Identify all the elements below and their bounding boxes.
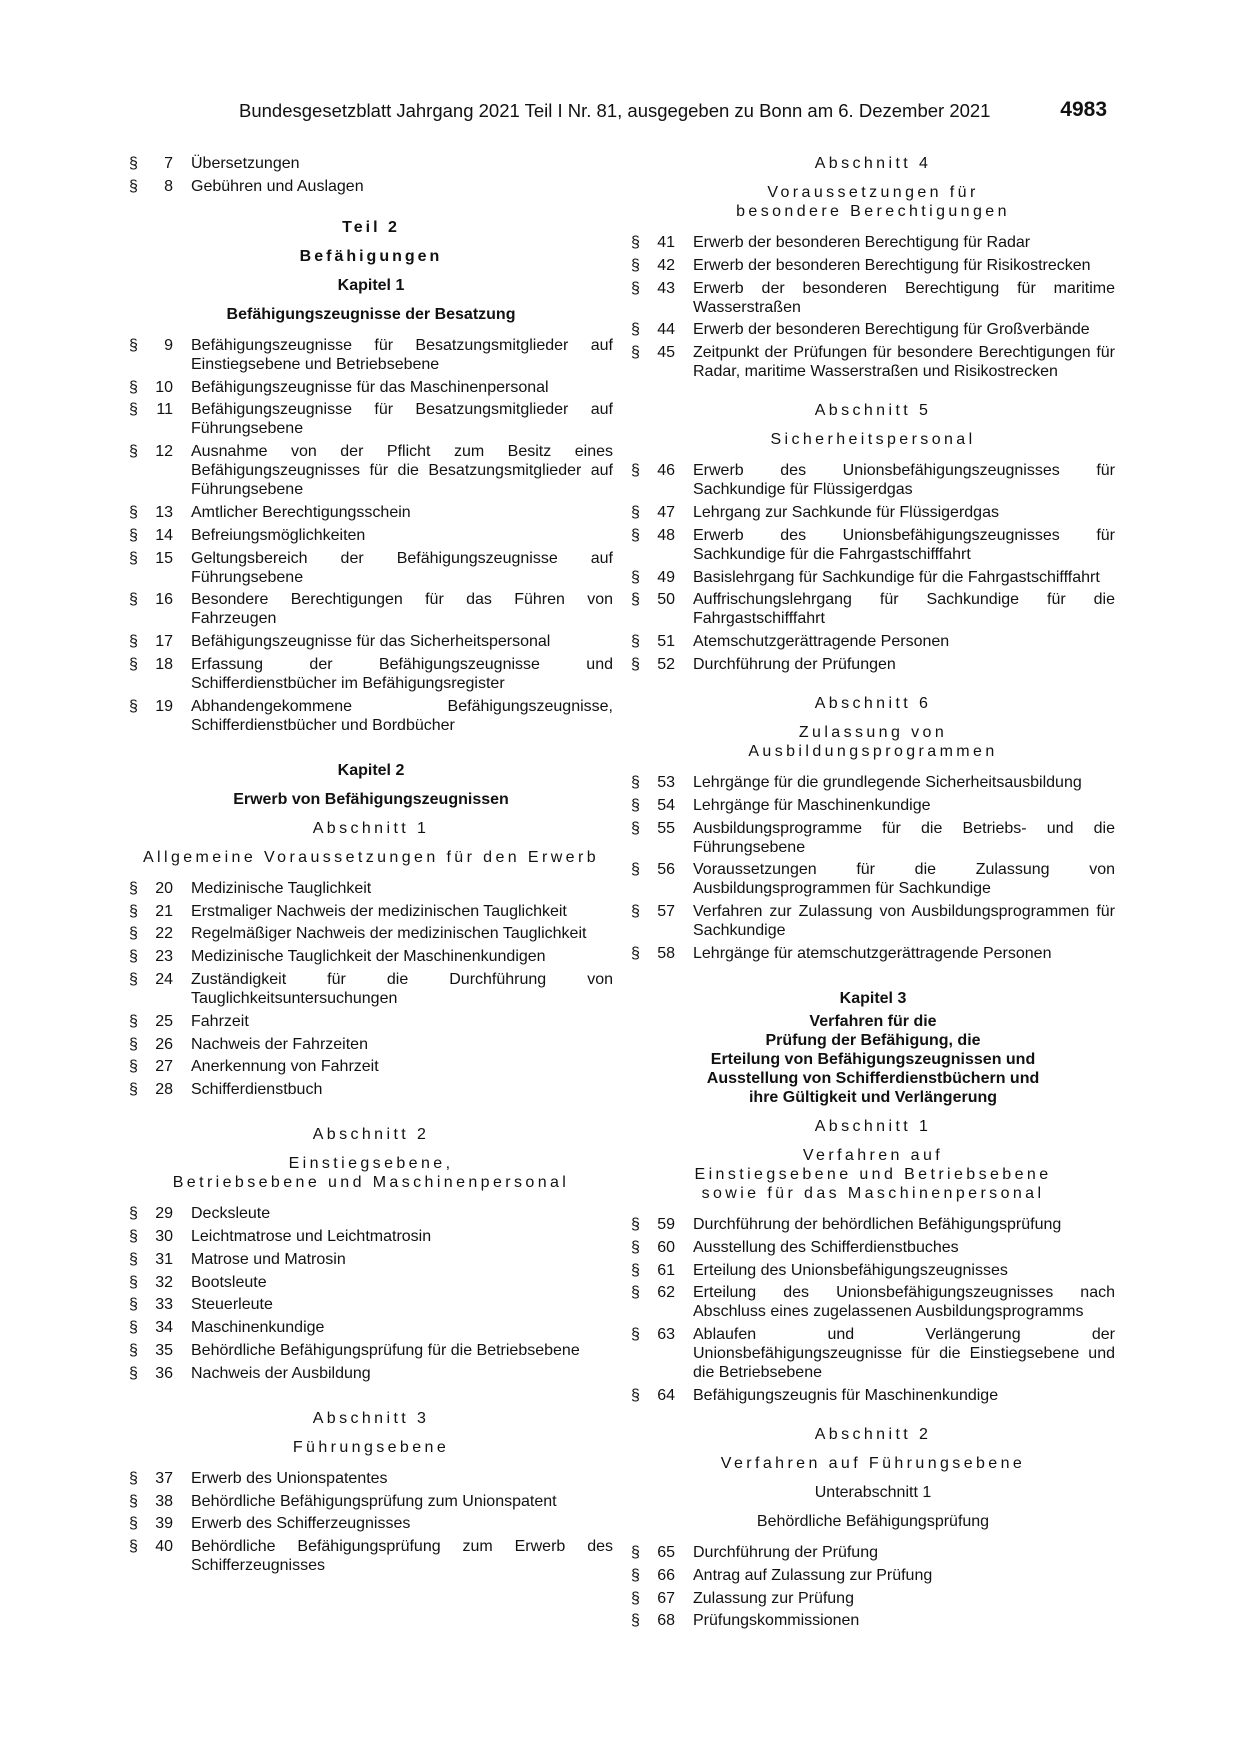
toc-entry	[129, 590, 613, 628]
toc-entry	[631, 1611, 1115, 1630]
section-sign: §	[129, 697, 138, 715]
section-number: 34	[155, 1319, 173, 1337]
section-sign: §	[631, 944, 640, 962]
section-heading: Befähigungszeugnisse der Besatzung	[226, 305, 516, 323]
section-sign: §	[631, 903, 640, 921]
section-number: 33	[155, 1296, 173, 1314]
section-number: 52	[657, 655, 675, 673]
section-heading: Abschnitt 5	[814, 402, 932, 420]
section-title: Befähigungszeugnisse für das Sicherheitspersonal	[191, 633, 551, 651]
section-title: Lehrgänge für atemschutzgerättragende Personen	[693, 944, 1052, 962]
toc-entry	[129, 1057, 613, 1076]
toc-entry	[129, 1341, 613, 1360]
section-number: 61	[657, 1261, 675, 1279]
gazette-title: Bundesgesetzblatt Jahrgang 2021 Teil I Nr. 81, ausgegeben zu Bonn am 6. Dezember 2021	[239, 100, 991, 121]
section-title: Nachweis der Fahrzeiten	[191, 1035, 368, 1053]
section-title: Durchführung der Prüfungen	[693, 655, 896, 673]
section-sign: §	[631, 1589, 640, 1607]
section-title: Ablaufen und Verlängerung der Unionsbefähigungszeugnisse für die Einstiegsebene und die Betriebsebene	[693, 1326, 1115, 1382]
section-number: 55	[657, 819, 675, 837]
section-number: 10	[155, 378, 173, 396]
section-number: 20	[155, 879, 173, 897]
section-title: Befähigungszeugnisse für Besatzungsmitglieder auf Führungsebene	[191, 401, 613, 438]
section-sign: §	[129, 1319, 138, 1337]
section-sign: §	[631, 568, 640, 586]
section-number: 41	[657, 234, 675, 251]
section-title: Erteilung des Unionsbefähigungszeugnisses nach Abschluss eines zugelassenen Ausbildungsprogramms	[693, 1284, 1115, 1321]
section-number: 64	[657, 1386, 675, 1404]
section-title: Behördliche Befähigungsprüfung für die Betriebsebene	[191, 1341, 580, 1359]
section-sign: §	[631, 1566, 640, 1584]
section-title: Medizinische Tauglichkeit	[191, 879, 372, 897]
section-title: Prüfungskommissionen	[693, 1612, 860, 1630]
section-title: Besondere Berechtigungen für das Führen von Fahrzeugen	[191, 591, 613, 628]
section-title: Erstmaliger Nachweis der medizinischen Tauglichkeit	[191, 902, 567, 920]
section-sign: §	[631, 1326, 640, 1344]
section-number: 36	[155, 1364, 173, 1382]
section-heading: Einstiegsebene,	[288, 1155, 454, 1173]
toc-entry	[129, 947, 613, 966]
toc-entry	[631, 1589, 1115, 1608]
toc-entry	[631, 632, 1115, 651]
section-heading: Verfahren für die	[809, 1012, 937, 1030]
toc-entry	[631, 461, 1115, 499]
toc-entry	[129, 1492, 613, 1511]
section-title: Erwerb des Unionsbefähigungszeugnisses für Sachkundige für die Fahrgastschifffahrt	[693, 526, 1115, 563]
section-sign: §	[129, 1081, 138, 1099]
section-number: 50	[657, 591, 675, 609]
toc-entry	[631, 343, 1115, 381]
section-sign: §	[631, 1612, 640, 1630]
section-sign: §	[129, 1273, 138, 1291]
section-heading: Kapitel 2	[337, 761, 405, 779]
section-number: 16	[155, 591, 173, 609]
section-title: Medizinische Tauglichkeit der Maschinenkundigen	[191, 948, 546, 966]
section-title: Behördliche Befähigungsprüfung zum Erwerb des Schifferzeugnisses	[191, 1538, 613, 1575]
section-title: Behördliche Befähigungsprüfung zum Unionspatent	[191, 1492, 557, 1510]
toc-entry	[129, 1080, 613, 1099]
section-number: 14	[155, 526, 173, 544]
section-sign: §	[129, 633, 138, 651]
section-sign: §	[129, 378, 138, 396]
section-title: Bootsleute	[191, 1273, 267, 1291]
section-title: Zuständigkeit für die Durchführung von Tauglichkeitsuntersuchungen	[191, 970, 613, 1007]
section-sign: §	[129, 591, 138, 609]
section-number: 28	[155, 1081, 173, 1099]
section-sign: §	[631, 1284, 640, 1302]
toc-entry	[631, 944, 1115, 963]
section-title: Decksleute	[191, 1205, 271, 1223]
section-title: Antrag auf Zulassung zur Prüfung	[693, 1566, 933, 1584]
toc-entry	[129, 378, 613, 397]
section-number: 23	[155, 948, 173, 966]
section-sign: §	[129, 1469, 138, 1487]
toc-entry	[129, 1295, 613, 1314]
section-title: Lehrgänge für Maschinenkundige	[693, 796, 931, 814]
section-title: Erwerb der besonderen Berechtigung für maritime Wasserstraßen	[693, 279, 1115, 316]
section-number: 68	[657, 1612, 675, 1630]
section-heading: Abschnitt 6	[814, 694, 932, 712]
section-heading: Abschnitt 1	[312, 819, 430, 837]
section-sign: §	[129, 1515, 138, 1533]
toc-entry	[631, 526, 1115, 564]
toc-entry	[631, 819, 1115, 857]
toc-entry	[631, 1325, 1115, 1382]
toc-entry	[631, 1283, 1115, 1321]
section-sign: §	[631, 344, 640, 362]
toc-entry	[631, 796, 1115, 815]
toc-entry	[129, 902, 613, 921]
section-number: 32	[155, 1273, 173, 1291]
toc-entry	[129, 697, 613, 735]
section-heading: Führungsebene	[292, 1438, 450, 1456]
section-heading: besondere Berechtigungen	[736, 203, 1010, 220]
section-number: 12	[155, 443, 173, 461]
section-heading: Kapitel 1	[337, 276, 405, 294]
section-heading: Teil 2	[342, 218, 400, 236]
toc-entry	[129, 154, 613, 173]
section-sign: §	[129, 970, 138, 988]
toc-entry	[129, 549, 613, 587]
section-title: Regelmäßiger Nachweis der medizinischen Tauglichkeit	[191, 925, 587, 943]
section-sign: §	[129, 1227, 138, 1245]
toc-entry	[129, 177, 613, 196]
section-title: Amtlicher Berechtigungsschein	[191, 503, 411, 521]
section-number: 62	[657, 1284, 675, 1302]
toc-entry	[129, 442, 613, 499]
section-title: Erwerb der besonderen Berechtigung für Radar	[693, 234, 1031, 251]
section-number: 59	[657, 1215, 675, 1233]
section-heading: Einstiegsebene und Betriebsebene	[694, 1165, 1052, 1183]
section-sign: §	[129, 177, 138, 195]
section-number: 53	[657, 773, 675, 791]
toc-entry	[631, 1238, 1115, 1257]
section-title: Maschinenkundige	[191, 1319, 325, 1337]
section-title: Schifferdienstbuch	[191, 1081, 323, 1099]
section-title: Gebühren und Auslagen	[191, 177, 364, 195]
section-sign: §	[129, 1205, 138, 1223]
section-heading: Kapitel 3	[839, 989, 907, 1007]
section-sign: §	[631, 256, 640, 274]
section-number: 30	[155, 1227, 173, 1245]
toc-entry	[129, 1012, 613, 1031]
section-heading: Erwerb von Befähigungszeugnissen	[233, 790, 509, 808]
section-sign: §	[631, 861, 640, 879]
section-sign: §	[631, 279, 640, 297]
section-sign: §	[631, 321, 640, 339]
section-title: Geltungsbereich der Befähigungszeugnisse auf Führungsebene	[191, 549, 613, 586]
section-sign: §	[631, 633, 640, 651]
section-title: Voraussetzungen für die Zulassung von Ausbildungsprogrammen für Sachkundige	[693, 861, 1115, 898]
toc-entry	[631, 1261, 1115, 1280]
section-number: 66	[657, 1566, 675, 1584]
toc-entry	[129, 632, 613, 651]
toc-entry	[129, 1364, 613, 1383]
section-title: Atemschutzgerättragende Personen	[693, 633, 950, 651]
section-number: 13	[155, 503, 173, 521]
section-number: 21	[155, 902, 173, 920]
toc-entry	[631, 1215, 1115, 1234]
section-title: Fahrzeit	[191, 1012, 249, 1030]
section-number: 63	[657, 1326, 675, 1344]
section-sign: §	[129, 401, 138, 419]
section-title: Erwerb der besonderen Berechtigung für Großverbände	[693, 321, 1090, 339]
section-number: 24	[155, 970, 173, 988]
section-sign: §	[631, 234, 640, 251]
section-title: Ausbildungsprogramme für die Betriebs- und die Führungsebene	[693, 819, 1115, 856]
section-number: 35	[155, 1341, 173, 1359]
section-title: Abhandengekommene Befähigungszeugnisse, Schifferdienstbücher und Bordbücher	[191, 697, 613, 734]
toc-entry	[129, 1250, 613, 1269]
section-title: Befähigungszeugnisse für Besatzungsmitglieder auf Einstiegsebene und Betriebsebene	[191, 336, 613, 373]
section-heading: Betriebsebene und Maschinenpersonal	[172, 1174, 570, 1192]
section-number: 18	[155, 655, 173, 673]
section-heading: Allgemeine Voraussetzungen für den Erwerb	[142, 848, 600, 866]
page-header	[239, 100, 1107, 130]
section-sign: §	[631, 462, 640, 480]
section-number: 7	[164, 155, 173, 172]
section-title: Basislehrgang für Sachkundige für die Fahrgastschifffahrt	[693, 568, 1100, 586]
toc-entry	[129, 400, 613, 438]
section-number: 8	[164, 177, 173, 195]
section-heading: Abschnitt 2	[312, 1126, 430, 1144]
section-sign: §	[129, 1012, 138, 1030]
toc-entry	[631, 860, 1115, 898]
section-sign: §	[129, 948, 138, 966]
toc-entry	[631, 773, 1115, 792]
section-title: Erfassung der Befähigungszeugnisse und Schifferdienstbücher im Befähigungsregister	[191, 655, 613, 692]
section-number: 39	[155, 1515, 173, 1533]
section-number: 42	[657, 256, 675, 274]
section-heading: Abschnitt 4	[814, 155, 932, 172]
toc-entry	[631, 1543, 1115, 1562]
section-sign: §	[129, 1058, 138, 1076]
section-heading: Befähigungen	[299, 247, 443, 265]
section-number: 26	[155, 1035, 173, 1053]
toc-entry	[129, 924, 613, 943]
section-heading: Sicherheitspersonal	[770, 431, 976, 449]
section-heading: Prüfung der Befähigung, die	[765, 1031, 981, 1049]
section-number: 47	[657, 503, 675, 521]
section-number: 11	[156, 401, 173, 419]
section-sign: §	[129, 1035, 138, 1053]
section-sign: §	[129, 1250, 138, 1268]
toc-entry	[631, 902, 1115, 940]
toc-entry	[631, 320, 1115, 339]
section-sign: §	[631, 591, 640, 609]
section-sign: §	[631, 1543, 640, 1561]
section-sign: §	[129, 155, 138, 172]
section-title: Durchführung der behördlichen Befähigungsprüfung	[693, 1215, 1062, 1233]
section-sign: §	[129, 655, 138, 673]
section-heading: Voraussetzungen für	[767, 184, 979, 201]
toc-entry	[129, 336, 613, 374]
section-title: Auffrischungslehrgang für Sachkundige für die Fahrgastschifffahrt	[693, 591, 1115, 628]
section-title: Befähigungszeugnisse für das Maschinenpersonal	[191, 378, 549, 396]
section-heading: sowie für das Maschinenpersonal	[701, 1184, 1045, 1202]
section-number: 54	[657, 796, 675, 814]
section-title: Erwerb der besonderen Berechtigung für Risikostrecken	[693, 256, 1091, 274]
toc-entry	[631, 256, 1115, 275]
section-number: 60	[657, 1238, 675, 1256]
section-number: 22	[155, 925, 173, 943]
section-sign: §	[129, 1364, 138, 1382]
section-number: 48	[657, 526, 675, 544]
section-heading: Abschnitt 2	[814, 1425, 932, 1443]
section-title: Steuerleute	[191, 1296, 273, 1314]
toc-entry	[129, 1537, 613, 1575]
section-title: Erteilung des Unionsbefähigungszeugnisses	[693, 1261, 1008, 1279]
section-number: 65	[657, 1543, 675, 1561]
section-title: Zeitpunkt der Prüfungen für besondere Berechtigungen für Radar, maritime Wasserstraßen und Risikostrecken	[693, 344, 1115, 381]
section-title: Durchführung der Prüfung	[693, 1543, 878, 1561]
toc-entry	[129, 1273, 613, 1292]
toc-entry	[129, 1514, 613, 1533]
section-title: Matrose und Matrosin	[191, 1250, 346, 1268]
section-title: Leichtmatrose und Leichtmatrosin	[191, 1227, 432, 1245]
section-sign: §	[631, 655, 640, 673]
section-sign: §	[631, 1261, 640, 1279]
left-column	[129, 154, 613, 1579]
section-number: 46	[657, 462, 675, 480]
section-number: 37	[155, 1469, 173, 1487]
section-title: Ausnahme von der Pflicht zum Besitz eines Befähigungszeugnisses für die Besatzungsmitglieder auf Führungsebene	[191, 443, 613, 499]
section-sign: §	[129, 1296, 138, 1314]
section-title: Nachweis der Ausbildung	[191, 1364, 371, 1382]
section-sign: §	[129, 549, 138, 567]
toc-entry	[129, 1469, 613, 1488]
section-heading: Verfahren auf	[802, 1146, 944, 1164]
section-sign: §	[631, 526, 640, 544]
section-number: 45	[657, 344, 675, 362]
toc-entry	[129, 655, 613, 693]
section-number: 38	[155, 1492, 173, 1510]
section-heading: Abschnitt 3	[312, 1409, 430, 1427]
section-number: 58	[657, 944, 675, 962]
toc-entry	[631, 1386, 1115, 1405]
section-sign: §	[631, 796, 640, 814]
toc-entry	[129, 1318, 613, 1337]
section-number: 44	[657, 321, 675, 339]
section-sign: §	[129, 443, 138, 461]
section-heading: Ausstellung von Schifferdienstbüchern und	[706, 1069, 1040, 1087]
toc-entry	[631, 503, 1115, 522]
section-number: 43	[657, 279, 675, 297]
toc-entry	[129, 1204, 613, 1223]
section-title: Anerkennung von Fahrzeit	[191, 1058, 379, 1076]
section-sign: §	[129, 1538, 138, 1556]
right-column	[631, 154, 1115, 1634]
section-sign: §	[631, 503, 640, 521]
toc-entry	[129, 1227, 613, 1246]
section-heading: ihre Gültigkeit und Verlängerung	[748, 1088, 998, 1106]
section-heading: Unterabschnitt 1	[814, 1483, 932, 1501]
section-title: Lehrgang zur Sachkunde für Flüssigerdgas	[693, 503, 999, 521]
section-sign: §	[631, 819, 640, 837]
section-title: Übersetzungen	[191, 155, 300, 172]
section-number: 31	[155, 1250, 173, 1268]
toc-entry	[129, 526, 613, 545]
section-title: Erwerb des Unionspatentes	[191, 1469, 388, 1487]
section-title: Erwerb des Schifferzeugnisses	[191, 1515, 411, 1533]
section-title: Ausstellung des Schifferdienstbuches	[693, 1238, 959, 1256]
section-title: Befähigungszeugnis für Maschinenkundige	[693, 1386, 999, 1404]
section-number: 25	[155, 1012, 173, 1030]
section-sign: §	[631, 1238, 640, 1256]
section-heading: Ausbildungsprogrammen	[748, 742, 998, 760]
section-number: 67	[657, 1589, 675, 1607]
section-number: 29	[155, 1205, 173, 1223]
section-heading: Zulassung von	[798, 723, 948, 741]
section-sign: §	[631, 1215, 640, 1233]
section-number: 19	[155, 697, 173, 715]
section-heading: Erteilung von Befähigungszeugnissen und	[710, 1050, 1036, 1068]
section-number: 51	[657, 633, 675, 651]
toc-entry	[631, 568, 1115, 587]
section-title: Erwerb des Unionsbefähigungszeugnisses für Sachkundige für Flüssigerdgas	[693, 462, 1115, 499]
section-heading: Abschnitt 1	[814, 1117, 932, 1135]
toc-entry	[129, 1035, 613, 1054]
section-number: 40	[155, 1538, 173, 1556]
section-number: 9	[164, 336, 173, 354]
section-heading: Verfahren auf Führungsebene	[720, 1454, 1026, 1472]
toc-entry	[631, 655, 1115, 674]
section-number: 49	[657, 568, 675, 586]
section-sign: §	[631, 1386, 640, 1404]
section-number: 17	[155, 633, 173, 651]
section-sign: §	[129, 1492, 138, 1510]
section-number: 57	[657, 903, 675, 921]
section-sign: §	[631, 773, 640, 791]
section-title: Zulassung zur Prüfung	[693, 1589, 854, 1607]
section-title: Verfahren zur Zulassung von Ausbildungsprogrammen für Sachkundige	[693, 903, 1115, 940]
section-sign: §	[129, 879, 138, 897]
section-sign: §	[129, 336, 138, 354]
section-sign: §	[129, 503, 138, 521]
toc-entry	[129, 503, 613, 522]
section-title: Lehrgänge für die grundlegende Sicherheitsausbildung	[693, 773, 1082, 791]
section-sign: §	[129, 526, 138, 544]
section-number: 15	[155, 549, 173, 567]
section-number: 56	[657, 861, 675, 879]
section-sign: §	[129, 925, 138, 943]
toc-entry	[631, 279, 1115, 317]
toc-entry	[631, 590, 1115, 628]
toc-entry	[631, 233, 1115, 252]
page-number: 4983	[1060, 98, 1107, 121]
section-sign: §	[129, 902, 138, 920]
section-title: Befreiungsmöglichkeiten	[191, 526, 366, 544]
section-sign: §	[129, 1341, 138, 1359]
toc-entry	[129, 970, 613, 1008]
section-number: 27	[155, 1058, 173, 1076]
section-heading: Behördliche Befähigungsprüfung	[756, 1512, 990, 1530]
toc-entry	[129, 879, 613, 898]
toc-entry	[631, 1566, 1115, 1585]
